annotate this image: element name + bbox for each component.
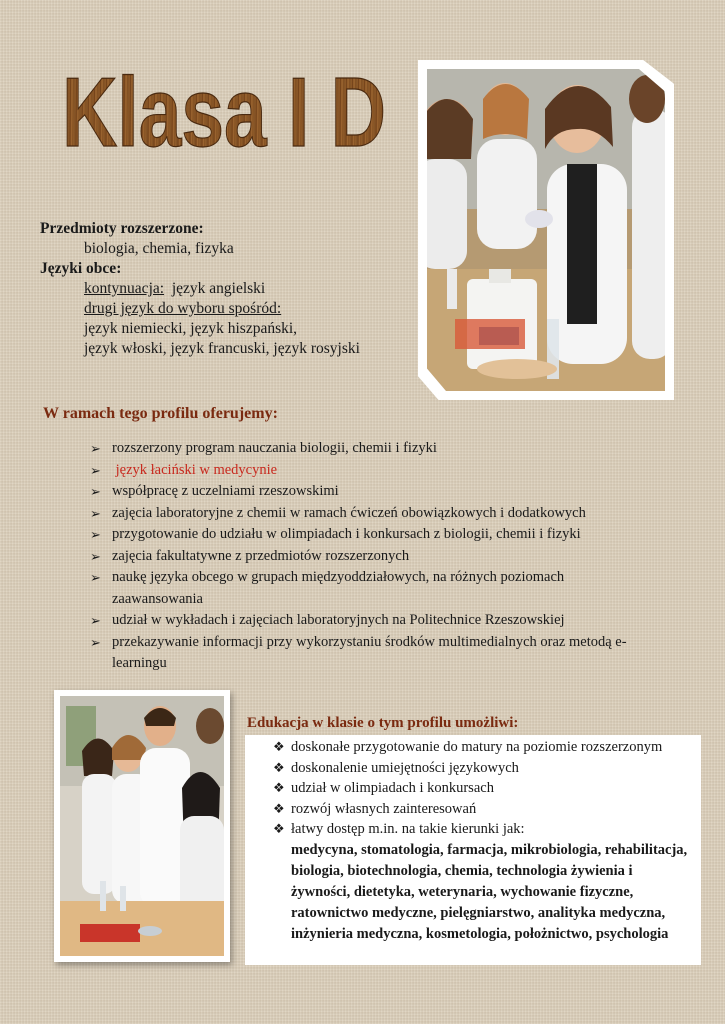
diamond-bullet-icon: ❖ bbox=[273, 821, 285, 836]
second-language-line-2: język włoski, język francuski, język rosyjski bbox=[84, 340, 360, 357]
education-item: ❖ łatwy dostęp m.in. na takie kierunki jak: bbox=[273, 819, 701, 840]
education-item: ❖ udział w olimpiadach i konkursach bbox=[273, 778, 701, 799]
education-list bbox=[245, 735, 701, 840]
arrow-bullet-icon: ➢ bbox=[90, 484, 101, 499]
offer-item: ➢ naukę języka obcego w grupach międzyoddziałowych, na różnych poziomach zaawansowania bbox=[90, 569, 565, 607]
lab-students-image bbox=[427, 69, 665, 391]
diamond-bullet-icon: ❖ bbox=[273, 800, 285, 816]
arrow-bullet-icon: ➢ bbox=[90, 613, 101, 628]
education-heading: Edukacja w klasie o tym profilu umożliwi: bbox=[247, 715, 519, 731]
arrow-bullet-icon: ➢ bbox=[90, 570, 101, 585]
continuation-line bbox=[40, 279, 410, 299]
education-box bbox=[245, 735, 701, 965]
second-language-label: drugi język do wyboru spośród: bbox=[84, 300, 282, 317]
arrow-bullet-icon: ➢ bbox=[90, 462, 101, 478]
offer-item: ➢ przekazywanie informacji przy wykorzystaniu środków multimedialnych oraz metodą e-learningu bbox=[90, 633, 627, 671]
title-wordart bbox=[60, 46, 390, 166]
extended-subjects-heading: Przedmioty rozszerzone: bbox=[40, 220, 204, 237]
offer-item: ➢ przygotowanie do udziału w olimpiadach i konkursach z biologii, chemii i fizyki bbox=[90, 524, 690, 546]
arrow-bullet-icon: ➢ bbox=[90, 441, 101, 456]
education-item: ❖ rozwój własnych zainteresowań bbox=[273, 799, 701, 820]
offer-item: ➢ zajęcia laboratoryjne z chemii w ramach ćwiczeń obowiązkowych i dodatkowych bbox=[90, 503, 690, 525]
subjects-section bbox=[40, 219, 410, 359]
languages-heading: Języki obce: bbox=[40, 260, 122, 277]
offer-item: ➢ współpracę z uczelniami rzeszowskimi bbox=[90, 481, 690, 503]
lab-photo-bottom bbox=[54, 690, 230, 962]
second-language-line-1: język niemiecki, język hiszpański, bbox=[84, 320, 298, 337]
page-title bbox=[60, 46, 390, 166]
title-text: Klasa I D bbox=[62, 57, 386, 167]
extended-subjects-list: biologia, chemia, fizyka bbox=[84, 240, 234, 257]
offer-item: ➢ język łaciński w medycynie bbox=[90, 460, 690, 482]
continuation-value: język angielski bbox=[171, 280, 266, 297]
education-item: ❖ doskonalenie umiejętności językowych bbox=[273, 758, 701, 779]
offer-heading: W ramach tego profilu oferujemy: bbox=[43, 405, 278, 422]
offer-item: ➢ udział w wykładach i zajęciach laboratoryjnych na Politechnice Rzeszowskiej bbox=[90, 610, 690, 632]
arrow-bullet-icon: ➢ bbox=[90, 634, 101, 650]
arrow-bullet-icon: ➢ bbox=[90, 548, 101, 564]
diamond-bullet-icon: ❖ bbox=[273, 739, 285, 754]
study-fields-list: medycyna, stomatologia, farmacja, mikrobiologia, rehabilitacja, biologia, biotechnologia, chemia, technologia żywienia i żywności, dietetyka, weterynaria, wychowanie fizyczne, ratownictwo medyczne, pielęgniarstwo, analityka medyczna, inżynieria medyczna, kosmetologia, położnictwo, psychologia bbox=[291, 841, 688, 942]
arrow-bullet-icon: ➢ bbox=[90, 505, 101, 521]
offer-list bbox=[90, 438, 690, 675]
education-item: ❖ doskonałe przygotowanie do matury na poziomie rozszerzonym bbox=[273, 737, 701, 758]
continuation-label: kontynuacja: bbox=[84, 280, 165, 297]
offer-item: ➢ zajęcia fakultatywne z przedmiotów rozszerzonych bbox=[90, 546, 690, 568]
diamond-bullet-icon: ❖ bbox=[273, 759, 285, 775]
students-group-image bbox=[60, 696, 224, 956]
offer-item: ➢ rozszerzony program nauczania biologii, chemii i fizyki bbox=[90, 438, 690, 460]
lab-photo-top bbox=[418, 60, 674, 400]
arrow-bullet-icon: ➢ bbox=[90, 527, 101, 542]
diamond-bullet-icon: ❖ bbox=[273, 780, 285, 795]
